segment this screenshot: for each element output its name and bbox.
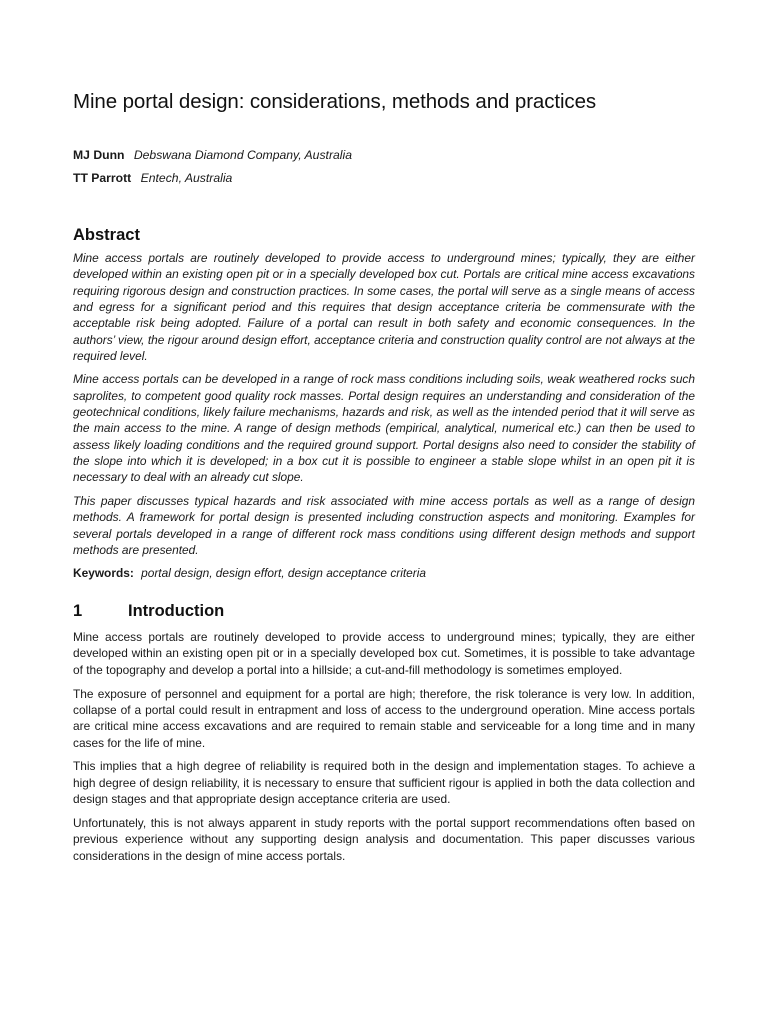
paper-title: Mine portal design: considerations, methods and practices [73, 90, 597, 113]
section-heading-introduction [73, 602, 224, 621]
section-title: Introduction [128, 602, 225, 620]
abstract-body [73, 250, 695, 581]
body-paragraph: Unfortunately, this is not always apparent in study reports with the portal support recommendations often based on previous experience without any supporting design analysis and documentation. This paper discusses various considerations in the design of mine access portals. [73, 815, 695, 863]
author-name: MJ Dunn [73, 148, 125, 162]
author-affiliation: Debswana Diamond Company, Australia [133, 148, 352, 162]
keywords-label: Keywords: [73, 566, 134, 581]
author-list [73, 144, 352, 189]
author-entry [73, 144, 352, 167]
author-name: TT Parrott [73, 170, 132, 185]
author-entry [73, 167, 352, 190]
body-paragraph: Mine access portals are routinely developed to provide access to underground mines; typically, they are either developed within an existing open pit or in a specially developed box cut. Sometimes, it is possible to take advantage of the topography and develop a portal into a hillside; a cut-and-fill methodology is sometimes employed. [73, 630, 695, 677]
abstract-paragraph: Mine access portals can be developed in a range of rock mass conditions including soils, weak weathered rocks such saprolites, to competent good quality rock masses. Portal design requires an understanding and consideration of the geotechnical conditions, likely failure mechanisms, hazards and risk, as well as the intended period that it will serve as the main access to the mine. A range of design methods (empirical, analytical, numerical etc.) can then be used to assess likely loading conditions and the required ground support. Portal designs also need to consider the stability of the slope into which it is developed; in a box cut it is possible to engineer a stable slope whilst in an open pit it is necessary to deal with an already cut slope. [73, 372, 695, 485]
abstract-paragraph: Mine access portals are routinely developed to provide access to underground mines; typically, they are either developed within an existing open pit or in a specially developed box cut. Portals are critical mine access excavations requiring rigorous design and construction practices. In some cases, the portal will serve as a single means of access and egress for a significant period and this requires that design acceptance criteria be commensurate with the acceptable risk being adopted. Failure of a portal can result in both safety and economic consequences. In the authors’ view, the rigour around design effort, acceptance criteria and construction quality control are not always at the required level. [73, 251, 695, 364]
keywords-line [73, 565, 695, 581]
keywords-text: portal design, design effort, design acceptance criteria [141, 566, 426, 581]
author-affiliation: Entech, Australia [140, 170, 233, 185]
abstract-paragraph: This paper discusses typical hazards and risk associated with mine access portals as well as a range of design methods. A framework for portal design is presented including construction aspects and monitoring. Examples for several portals developed in a range of different rock mass conditions using different design methods and support methods are presented. [73, 493, 695, 557]
abstract-heading: Abstract [73, 226, 140, 244]
body-paragraph: This implies that a high degree of reliability is required both in the design and implementation stages. To achieve a high degree of design reliability, it is necessary to ensure that sufficient rigour is applied in both the data collection and design stages and that appropriate design acceptance criteria are used. [73, 759, 695, 807]
introduction-body [73, 629, 695, 871]
section-number: 1 [73, 602, 83, 620]
body-paragraph: The exposure of personnel and equipment for a portal are high; therefore, the risk tolerance is very low. In addition, collapse of a portal could result in entrapment and loss of access to the underground operation. Mine access portals are critical mine access excavations and are required to remain stable and serviceable for a long time and in many cases for the life of mine. [73, 686, 695, 750]
